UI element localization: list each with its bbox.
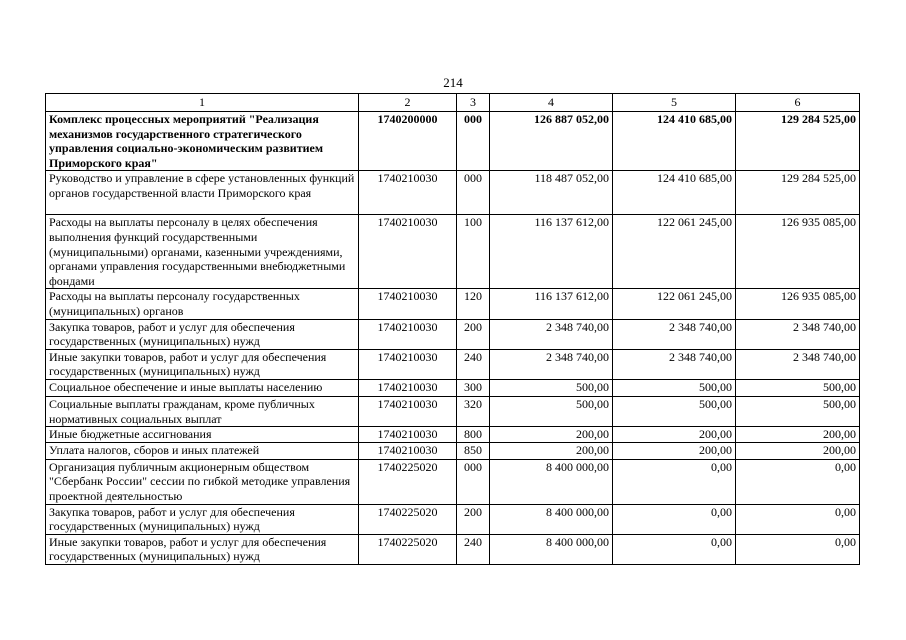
row-name-cell: Расходы на выплаты персоналу государственных (муниципальных) органов xyxy=(46,289,359,319)
table-row xyxy=(46,349,860,379)
row-value-col5-cell: 2 348 740,00 xyxy=(613,319,736,349)
row-type-cell: 300 xyxy=(457,379,490,396)
row-code-cell: 1740210030 xyxy=(359,289,457,319)
row-value-col6-cell: 500,00 xyxy=(736,379,860,396)
table-row xyxy=(46,171,860,215)
column-header-2: 2 xyxy=(359,94,457,112)
table-row xyxy=(46,379,860,396)
row-value-col4-cell: 2 348 740,00 xyxy=(490,349,613,379)
row-value-col4-cell: 8 400 000,00 xyxy=(490,534,613,564)
row-value-col6-cell: 0,00 xyxy=(736,459,860,504)
table-row xyxy=(46,534,860,564)
row-type-cell: 240 xyxy=(457,349,490,379)
row-type-cell: 000 xyxy=(457,112,490,171)
row-value-col4-cell: 126 887 052,00 xyxy=(490,112,613,171)
row-name-cell: Организация публичным акционерным обществом "Сбербанк России" сессии по гибкой методике управления проектной деятельностью xyxy=(46,459,359,504)
budget-table xyxy=(45,93,860,565)
row-type-cell: 320 xyxy=(457,396,490,426)
row-value-col4-cell: 8 400 000,00 xyxy=(490,459,613,504)
column-header-4: 4 xyxy=(490,94,613,112)
row-code-cell: 1740225020 xyxy=(359,534,457,564)
row-type-cell: 100 xyxy=(457,215,490,289)
row-value-col6-cell: 2 348 740,00 xyxy=(736,319,860,349)
table-row xyxy=(46,427,860,443)
row-type-cell: 240 xyxy=(457,534,490,564)
row-value-col6-cell: 129 284 525,00 xyxy=(736,171,860,215)
row-value-col4-cell: 118 487 052,00 xyxy=(490,171,613,215)
row-type-cell: 800 xyxy=(457,427,490,443)
row-value-col5-cell: 0,00 xyxy=(613,534,736,564)
row-value-col6-cell: 0,00 xyxy=(736,534,860,564)
row-value-col6-cell: 129 284 525,00 xyxy=(736,112,860,171)
table-row xyxy=(46,319,860,349)
table-row xyxy=(46,396,860,426)
table-row xyxy=(46,215,860,289)
row-value-col5-cell: 124 410 685,00 xyxy=(613,112,736,171)
row-value-col4-cell: 116 137 612,00 xyxy=(490,289,613,319)
row-value-col6-cell: 0,00 xyxy=(736,504,860,534)
row-code-cell: 1740210030 xyxy=(359,379,457,396)
table-row xyxy=(46,459,860,504)
row-name-cell: Социальные выплаты гражданам, кроме публичных нормативных социальных выплат xyxy=(46,396,359,426)
column-header-6: 6 xyxy=(736,94,860,112)
row-name-cell: Руководство и управление в сфере установленных функций органов государственной власти Приморского края xyxy=(46,171,359,215)
row-name-cell: Закупка товаров, работ и услуг для обеспечения государственных (муниципальных) нужд xyxy=(46,504,359,534)
row-value-col6-cell: 126 935 085,00 xyxy=(736,289,860,319)
row-type-cell: 000 xyxy=(457,459,490,504)
row-name-cell: Закупка товаров, работ и услуг для обеспечения государственных (муниципальных) нужд xyxy=(46,319,359,349)
table-row xyxy=(46,289,860,319)
row-type-cell: 200 xyxy=(457,504,490,534)
row-code-cell: 1740210030 xyxy=(359,319,457,349)
row-value-col6-cell: 2 348 740,00 xyxy=(736,349,860,379)
column-header-3: 3 xyxy=(457,94,490,112)
row-value-col4-cell: 200,00 xyxy=(490,427,613,443)
row-value-col4-cell: 2 348 740,00 xyxy=(490,319,613,349)
table-row xyxy=(46,504,860,534)
row-code-cell: 1740210030 xyxy=(359,427,457,443)
row-name-cell: Иные закупки товаров, работ и услуг для обеспечения государственных (муниципальных) нужд xyxy=(46,349,359,379)
row-value-col4-cell: 500,00 xyxy=(490,379,613,396)
column-header-5: 5 xyxy=(613,94,736,112)
row-value-col5-cell: 0,00 xyxy=(613,459,736,504)
row-name-cell: Уплата налогов, сборов и иных платежей xyxy=(46,442,359,459)
row-value-col4-cell: 8 400 000,00 xyxy=(490,504,613,534)
row-name-cell: Социальное обеспечение и иные выплаты населению xyxy=(46,379,359,396)
row-type-cell: 120 xyxy=(457,289,490,319)
row-value-col6-cell: 500,00 xyxy=(736,396,860,426)
row-value-col6-cell: 126 935 085,00 xyxy=(736,215,860,289)
page-number: 214 xyxy=(443,75,463,90)
column-number-header-row xyxy=(46,94,860,112)
row-value-col5-cell: 122 061 245,00 xyxy=(613,215,736,289)
row-code-cell: 1740210030 xyxy=(359,442,457,459)
row-value-col6-cell: 200,00 xyxy=(736,442,860,459)
row-name-cell: Расходы на выплаты персоналу в целях обеспечения выполнения функций государственными (муниципальными) органами, казенными учреждениями, органами управления государственными внебюджетными фондами xyxy=(46,215,359,289)
row-code-cell: 1740210030 xyxy=(359,215,457,289)
row-type-cell: 200 xyxy=(457,319,490,349)
row-value-col5-cell: 0,00 xyxy=(613,504,736,534)
row-value-col5-cell: 500,00 xyxy=(613,396,736,426)
row-code-cell: 1740210030 xyxy=(359,349,457,379)
row-value-col5-cell: 124 410 685,00 xyxy=(613,171,736,215)
row-code-cell: 1740200000 xyxy=(359,112,457,171)
row-value-col5-cell: 200,00 xyxy=(613,427,736,443)
row-value-col6-cell: 200,00 xyxy=(736,427,860,443)
row-value-col5-cell: 122 061 245,00 xyxy=(613,289,736,319)
row-value-col5-cell: 200,00 xyxy=(613,442,736,459)
row-name-cell: Иные закупки товаров, работ и услуг для обеспечения государственных (муниципальных) нужд xyxy=(46,534,359,564)
row-type-cell: 000 xyxy=(457,171,490,215)
row-code-cell: 1740225020 xyxy=(359,459,457,504)
row-code-cell: 1740210030 xyxy=(359,171,457,215)
row-code-cell: 1740210030 xyxy=(359,396,457,426)
row-code-cell: 1740225020 xyxy=(359,504,457,534)
row-value-col5-cell: 2 348 740,00 xyxy=(613,349,736,379)
column-header-1: 1 xyxy=(46,94,359,112)
row-value-col4-cell: 116 137 612,00 xyxy=(490,215,613,289)
table-row xyxy=(46,112,860,171)
row-value-col4-cell: 200,00 xyxy=(490,442,613,459)
row-type-cell: 850 xyxy=(457,442,490,459)
row-name-cell: Иные бюджетные ассигнования xyxy=(46,427,359,443)
row-value-col5-cell: 500,00 xyxy=(613,379,736,396)
row-value-col4-cell: 500,00 xyxy=(490,396,613,426)
table-row xyxy=(46,442,860,459)
row-name-cell: Комплекс процессных мероприятий "Реализация механизмов государственного стратегического управления социально-экономическим развитием Приморского края" xyxy=(46,112,359,171)
